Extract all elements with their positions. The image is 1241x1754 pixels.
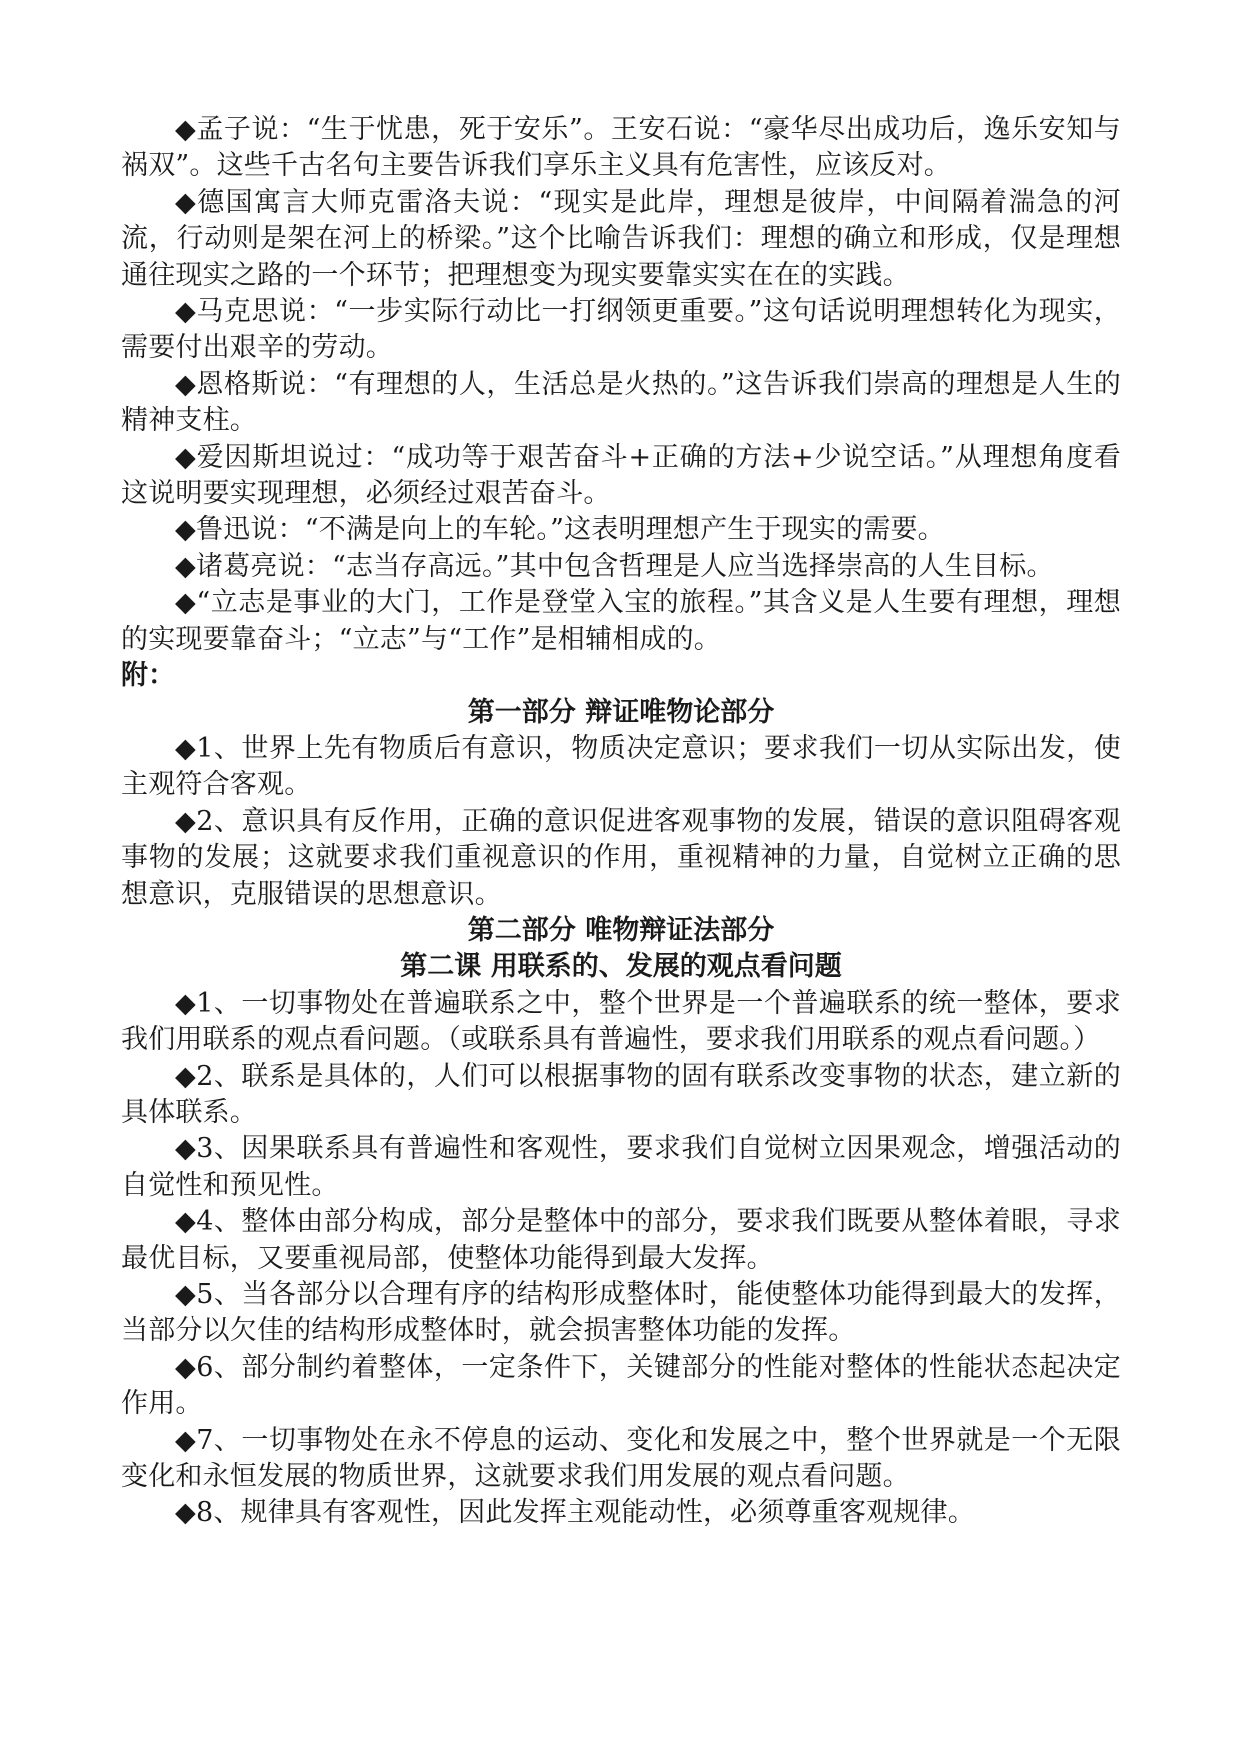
part2-title: 第二部分 唯物辩证法部分 <box>467 914 775 946</box>
part2-item-8: ◆8、规律具有客观性，因此发挥主观能动性，必须尊重客观规律。 <box>175 1497 975 1529</box>
quote-mencius: ◆孟子说：“生于忧患，死于安乐”。王安石说：“豪华尽出成功后，逸乐安知与祸双”。这些千古名句主要告诉我们享乐主义具有危害性，应该反对。 <box>121 114 1121 182</box>
part1-item-2: ◆2、意识具有反作用，正确的意识促进客观事物的发展，错误的意识阻碍客观事物的发展；这就要求我们重视意识的作用，重视精神的力量，自觉树立正确的思想意识，克服错误的思想意识。 <box>121 805 1121 910</box>
part2-item-2: ◆2、联系是具体的，人们可以根据事物的固有联系改变事物的状态，建立新的具体联系。 <box>121 1060 1121 1128</box>
part2-item-7: ◆7、一切事物处在永不停息的运动、变化和发展之中，整个世界就是一个无限变化和永恒发展的物质世界，这就要求我们用发展的观点看问题。 <box>121 1424 1121 1493</box>
part1-item-1: ◆1、世界上先有物质后有意识，物质决定意识；要求我们一切从实际出发，使主观符合客观。 <box>121 732 1121 801</box>
quote-zhuge-liang: ◆诸葛亮说：“志当存高远。”其中包含哲理是人应当选择崇高的人生目标。 <box>175 550 1054 582</box>
part2-item-1: ◆1、一切事物处在普遍联系之中，整个世界是一个普遍联系的统一整体，要求我们用联系的观点看问题。（或联系具有普遍性，要求我们用联系的观点看问题。） <box>121 987 1121 1056</box>
quote-marx: ◆马克思说：“一步实际行动比一打纲领更重要。”这句话说明理想转化为现实，需要付出艰辛的劳动。 <box>121 296 1121 364</box>
appendix-label: 附： <box>121 660 175 692</box>
document-page <box>121 112 1121 1532</box>
part2-item-3: ◆3、因果联系具有普遍性和客观性，要求我们自觉树立因果观念，增强活动的自觉性和预见性。 <box>121 1133 1121 1201</box>
quote-engels: ◆恩格斯说：“有理想的人，生活总是火热的。”这告诉我们崇高的理想是人生的精神支柱。 <box>121 368 1121 437</box>
quote-luxun: ◆鲁迅说：“不满是向上的车轮。”这表明理想产生于现实的需要。 <box>175 514 945 546</box>
part1-title: 第一部分 辩证唯物论部分 <box>467 696 775 728</box>
lesson2-title: 第二课 用联系的、发展的观点看问题 <box>400 951 842 983</box>
quote-aspiration: ◆“立志是事业的大门，工作是登堂入宝的旅程。”其含义是人生要有理想，理想的实现要靠奋斗；“立志”与“工作”是相辅相成的。 <box>121 587 1121 655</box>
quote-einstein: ◆爱因斯坦说过：“成功等于艰苦奋斗+正确的方法+少说空话。”从理想角度看这说明要实现理想，必须经过艰苦奋斗。 <box>121 441 1121 510</box>
part2-item-4: ◆4、整体由部分构成，部分是整体中的部分，要求我们既要从整体着眼，寻求最优目标，又要重视局部，使整体功能得到最大发挥。 <box>121 1206 1121 1274</box>
quote-krylov: ◆德国寓言大师克雷洛夫说：“现实是此岸，理想是彼岸，中间隔着湍急的河流，行动则是架在河上的桥梁。”这个比喻告诉我们：理想的确立和形成，仅是理想通往现实之路的一个环节；把理想变为现实要靠实实在在的实践。 <box>121 186 1121 291</box>
part2-item-5: ◆5、当各部分以合理有序的结构形成整体时，能使整体功能得到最大的发挥，当部分以欠佳的结构形成整体时，就会损害整体功能的发挥。 <box>121 1279 1121 1347</box>
part2-item-6: ◆6、部分制约着整体，一定条件下，关键部分的性能对整体的性能状态起决定作用。 <box>121 1351 1121 1420</box>
